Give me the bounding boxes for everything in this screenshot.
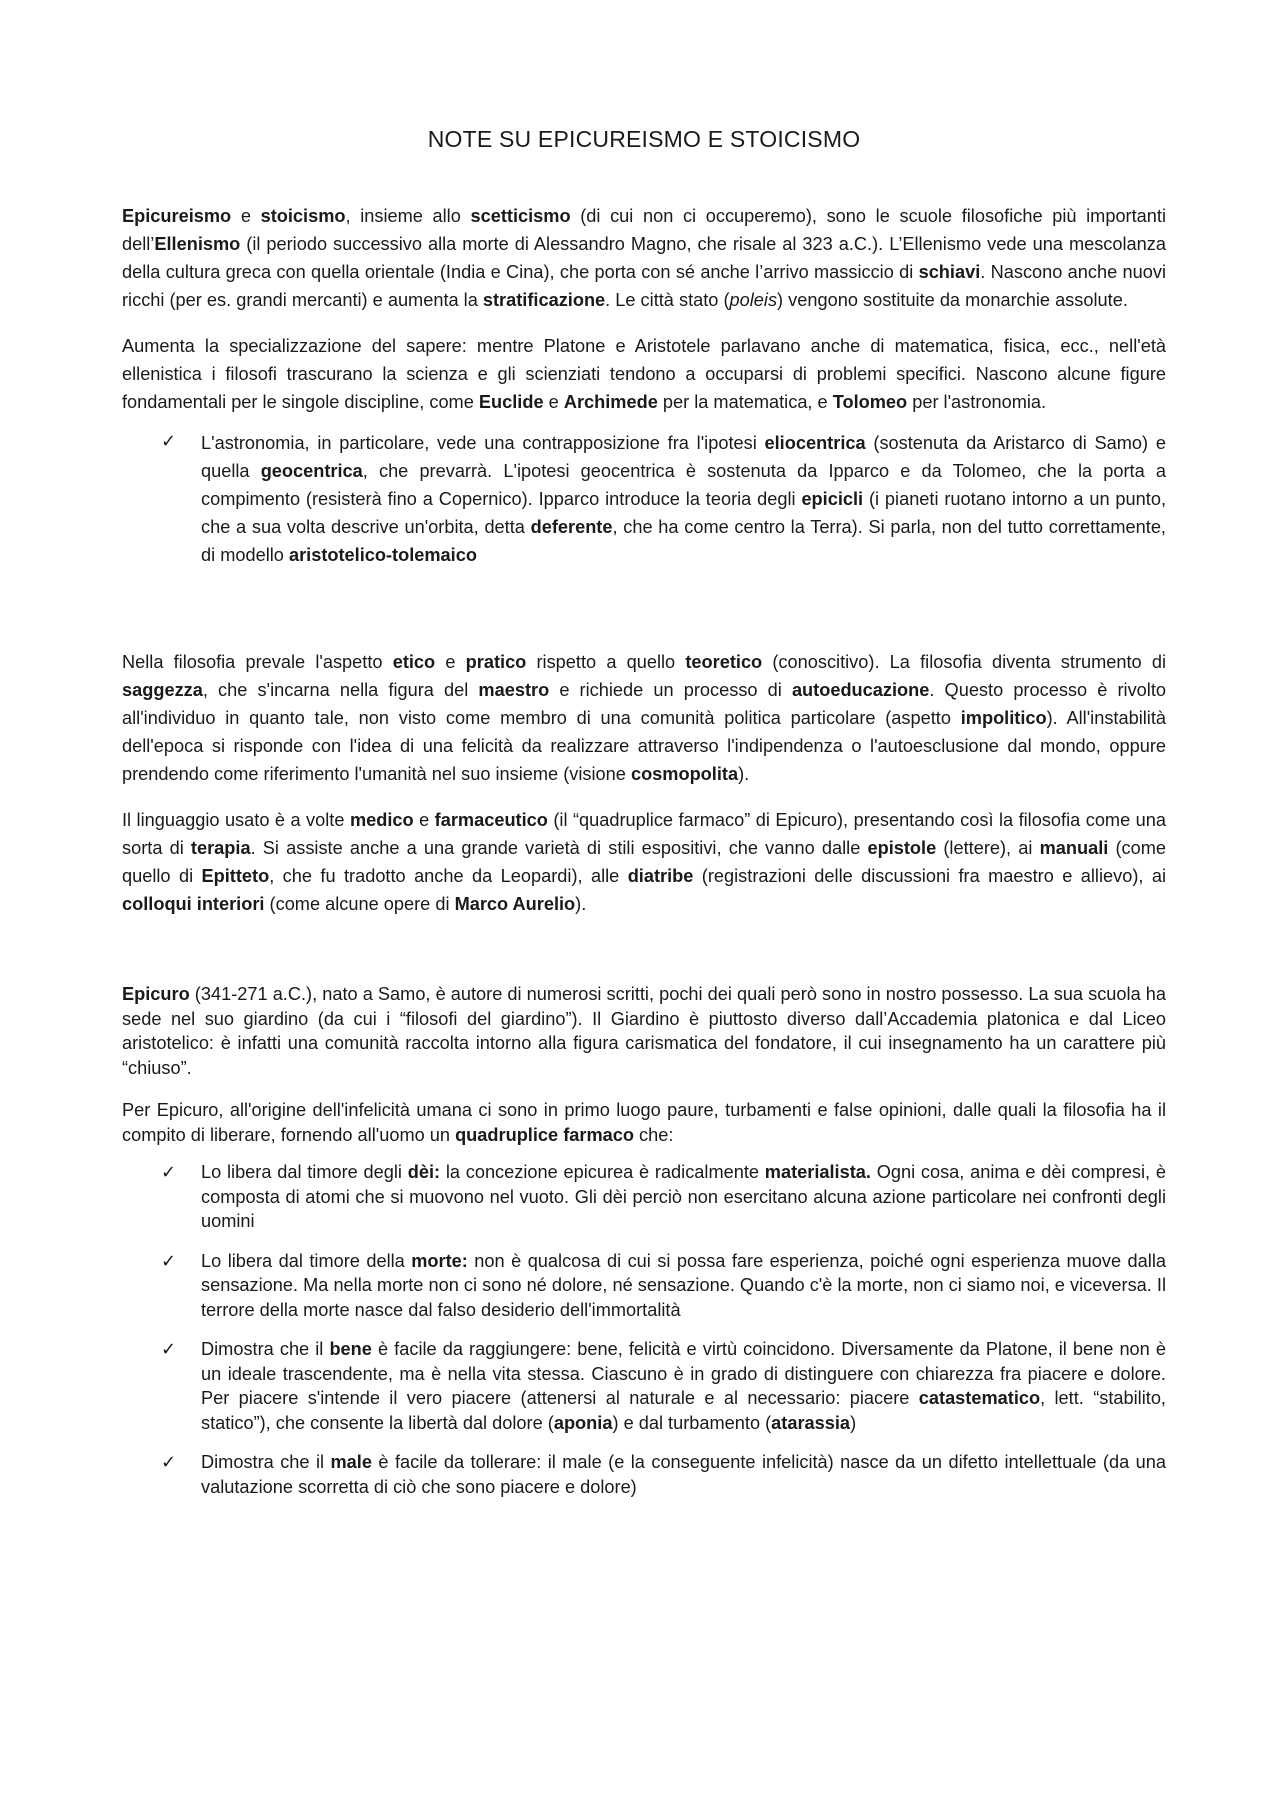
- text-run: Aumenta la specializzazione del sapere: mentre Platone e Aristotele parlavano anche di matematica, fisica, ecc., nell'età ellenistica i filosofi trascurano la scienza e gli scienziati tendono a occuparsi di problemi specifici. Nascono alcune figure fondamentali per le singole discipline, come: [122, 336, 1166, 412]
- text-run: ): [850, 1412, 857, 1433]
- bold-term: bene: [329, 1339, 372, 1359]
- bullet-text: [201, 1249, 1166, 1323]
- paragraph-epicuro: [122, 982, 1166, 1080]
- spacer: [122, 584, 1166, 648]
- text-run: , che fu tradotto anche da Leopardi), alle: [269, 866, 628, 886]
- text-run: . Si assiste anche a una grande varietà di stili espositivi, che vanno dalle: [250, 838, 868, 858]
- bullet-text: [201, 429, 1166, 569]
- astronomy-list: [122, 429, 1166, 569]
- text-run: (come alcune opere di: [264, 894, 455, 914]
- bold-term: atarassia: [771, 1412, 851, 1433]
- bold-term: catastematico: [918, 1388, 1041, 1408]
- bullet-text: [201, 1337, 1166, 1435]
- text-run: (sostenuta da Aristarco di Samo) e quella: [201, 433, 1166, 481]
- text-run: (il periodo successivo alla morte di Alessandro Magno, che risale al 323 a.C.). L’Ellenismo vede una mescolanza della cultura greca con quella orientale (India e Cina), che porta con sé anche l’arrivo massiccio di: [122, 234, 1166, 282]
- text-run: (lettere), ai: [936, 838, 1040, 858]
- text-run: è facile da tollerare: il male (e la conseguente infelicità) nasce da un difetto intellettuale (da una valutazione scorretta di ciò che sono piacere e dolore): [201, 1452, 1166, 1497]
- text-run: ) e dal turbamento (: [612, 1412, 772, 1433]
- bold-term: schiavi: [918, 262, 981, 282]
- checkmark-icon: ✓: [161, 1452, 177, 1472]
- bold-term: Ellenismo: [154, 234, 241, 254]
- text-run: che:: [633, 1124, 674, 1145]
- text-run: per la matematica, e: [657, 392, 833, 412]
- bold-term: aponia: [553, 1412, 613, 1433]
- bold-term: diatribe: [627, 866, 694, 886]
- bold-term: terapia: [190, 838, 251, 858]
- bold-term: farmaceutico: [434, 810, 548, 830]
- checkmark-icon: ✓: [161, 1339, 177, 1359]
- spacer: [122, 918, 1166, 982]
- text-run: e: [413, 810, 435, 830]
- bold-term: stratificazione: [482, 290, 606, 310]
- bold-term: quadruplice farmaco: [455, 1124, 634, 1145]
- text-run: ).: [575, 894, 587, 914]
- bold-term: geocentrica: [260, 461, 363, 481]
- epicuro-section: [122, 982, 1166, 1147]
- checkmark-icon: ✓: [161, 1250, 177, 1271]
- bold-term: Euclide: [478, 392, 544, 412]
- checkmark-icon: ✓: [161, 1162, 177, 1182]
- bold-term: stoicismo: [260, 206, 346, 226]
- text-run: Dimostra che il: [201, 1339, 330, 1359]
- text-run: e: [231, 206, 261, 226]
- bold-term: epistole: [867, 838, 937, 858]
- paragraph-quadruplice: [122, 1098, 1166, 1147]
- bold-term: morte:: [411, 1250, 468, 1271]
- page-title: NOTE SU EPICUREISMO E STOICISMO: [427, 126, 861, 152]
- text-run: ). All'instabilità dell'epoca si risponde con l'idea di una felicità da realizzare attraverso l'indipendenza o l'autoesclusione dal mondo, oppure prendendo come riferimento l'umanità nel suo insieme (visione: [122, 708, 1166, 784]
- bold-term: Tolomeo: [832, 392, 908, 412]
- text-run: la concezione epicurea è radicalmente: [440, 1162, 765, 1182]
- paragraph-filosofia-etica: [122, 648, 1166, 788]
- bold-term: etico: [392, 652, 436, 672]
- text-run: Lo libera dal timore della: [201, 1250, 412, 1271]
- checkmark-icon: ✓: [161, 431, 177, 451]
- text-run: (i pianeti ruotano intorno a un punto, che a sua volta descrive un'orbita, detta: [201, 489, 1166, 537]
- text-run: , che ha come centro la Terra). Si parla, non del tutto correttamente, di modello: [201, 517, 1166, 565]
- text-run: (come quello di: [122, 838, 1167, 886]
- bold-term: scetticismo: [470, 206, 571, 226]
- list-item: [122, 429, 1166, 569]
- bold-term: saggezza: [122, 680, 203, 700]
- paragraph-ellenismo: [122, 202, 1166, 314]
- bullet-text: [201, 1160, 1166, 1234]
- bold-term: Epicuro: [122, 984, 190, 1004]
- bold-term: aristotelico-tolemaico: [288, 545, 477, 565]
- text-run: (registrazioni delle discussioni fra maestro e allievo), ai: [693, 866, 1166, 886]
- paragraph-linguaggio: [122, 806, 1166, 918]
- text-run: . Nascono anche nuovi ricchi (per es. grandi mercanti) e aumenta la: [122, 262, 1166, 310]
- text-run: , lett. “stabilito, statico”), che consente la libertà dal dolore (: [201, 1388, 1166, 1433]
- text-run: (il “quadruplice farmaco” di Epicuro), presentando così la filosofia come una sorta di: [122, 810, 1167, 858]
- bold-term: Archimede: [563, 392, 658, 412]
- bold-term: teoretico: [685, 652, 763, 672]
- text-run: (341-271 a.C.), nato a Samo, è autore di numerosi scritti, pochi dei quali però sono in nostro possesso. La sua scuola ha sede nel suo giardino (da cui i “filosofi del giardino”). Il Giardino è piuttosto diverso dall’Accademia platonica e dal Liceo aristotelico: è infatti una comunità raccolta intorno alla figura carismatica del fondatore, il cui insegnamento ha un carattere più “chiuso”.: [122, 984, 1166, 1078]
- paragraph-specializzazione: [122, 332, 1166, 416]
- list-item: [122, 1337, 1166, 1435]
- bullet-text: [201, 1450, 1166, 1499]
- bold-term: pratico: [465, 652, 527, 672]
- bold-term: autoeducazione: [791, 680, 930, 700]
- text-run: Ogni cosa, anima e dèi compresi, è composta di atomi che si muovono nel vuoto. Gli dèi perciò non esercitano alcuna azione particolare nei confronti degli uomini: [201, 1162, 1166, 1231]
- text-run: Lo libera dal timore degli: [201, 1162, 408, 1182]
- bold-term: Epicureismo: [122, 206, 232, 226]
- text-run: e: [435, 652, 466, 672]
- text-run: e: [543, 392, 564, 412]
- bold-term: materialista.: [764, 1162, 871, 1182]
- italic-term: poleis: [729, 290, 778, 310]
- text-run: (di cui non ci occuperemo), sono le scuole filosofiche più importanti dell’: [122, 206, 1166, 254]
- bold-term: dèi:: [407, 1162, 441, 1182]
- text-run: . Questo processo è rivolto all'individuo in quanto tale, non visto come membro di una comunità politica particolare (aspetto: [122, 680, 1166, 728]
- text-run: , che s'incarna nella figura del: [202, 680, 479, 700]
- text-run: (conoscitivo). La filosofia diventa strumento di: [762, 652, 1167, 672]
- text-run: Dimostra che il: [201, 1452, 331, 1472]
- text-run: , che prevarrà. L'ipotesi geocentrica è sostenuta da Ipparco e da Tolomeo, che la porta a compimento (resisterà fino a Copernico). Ipparco introduce la teoria degli: [201, 461, 1166, 509]
- bold-term: male: [330, 1452, 372, 1472]
- text-run: Per Epicuro, all'origine dell'infelicità umana ci sono in primo luogo paure, turbamenti e false opinioni, dalle quali la filosofia ha il compito di liberare, fornendo all'uomo un: [122, 1100, 1166, 1145]
- bold-term: deferente: [530, 517, 613, 537]
- list-item: [122, 1249, 1166, 1323]
- text-run: L'astronomia, in particolare, vede una contrapposizione fra l'ipotesi: [201, 433, 765, 453]
- text-run: ).: [738, 764, 750, 784]
- bold-term: impolitico: [960, 708, 1047, 728]
- bold-term: cosmopolita: [630, 764, 739, 784]
- text-run: . Le città stato (: [605, 290, 730, 310]
- bold-term: Marco Aurelio: [454, 894, 576, 914]
- bold-term: colloqui interiori: [122, 894, 265, 914]
- list-item: [122, 1160, 1166, 1234]
- text-run: , insieme allo: [345, 206, 471, 226]
- bold-term: Epitteto: [201, 866, 270, 886]
- text-run: per l'astronomia.: [907, 392, 1047, 412]
- document-page: [122, 0, 1166, 1514]
- bold-term: eliocentrica: [764, 433, 866, 453]
- bold-term: medico: [349, 810, 414, 830]
- text-run: non è qualcosa di cui si possa fare esperienza, poiché ogni esperienza muove dalla sensazione. Ma nella morte non ci sono né dolore, né sensazione. Quando c'è la morte, non ci siamo noi, e viceversa. Il terrore della morte nasce dal falso desiderio dell'immortalità: [201, 1250, 1166, 1320]
- text-run: e richiede un processo di: [549, 680, 792, 700]
- text-run: è facile da raggiungere: bene, felicità e virtù coincidono. Diversamente da Platone, il bene non è un ideale trascendente, ma è nella vita stessa. Ciascuno è in grado di distinguere con chiarezza fra piacere e dolore. Per piacere s'intende il vero piacere (attenersi al naturale e al necessario: piacere: [201, 1339, 1166, 1408]
- text-run: ) vengono sostituite da monarchie assolute.: [777, 290, 1128, 310]
- bold-term: manuali: [1039, 838, 1109, 858]
- bold-term: epicicli: [801, 489, 864, 509]
- bold-term: maestro: [478, 680, 550, 700]
- list-item: [122, 1450, 1166, 1499]
- text-run: rispetto a quello: [526, 652, 686, 672]
- text-run: Il linguaggio usato è a volte: [122, 810, 350, 830]
- text-run: Nella filosofia prevale l'aspetto: [122, 652, 393, 672]
- farmaco-list: [122, 1160, 1166, 1499]
